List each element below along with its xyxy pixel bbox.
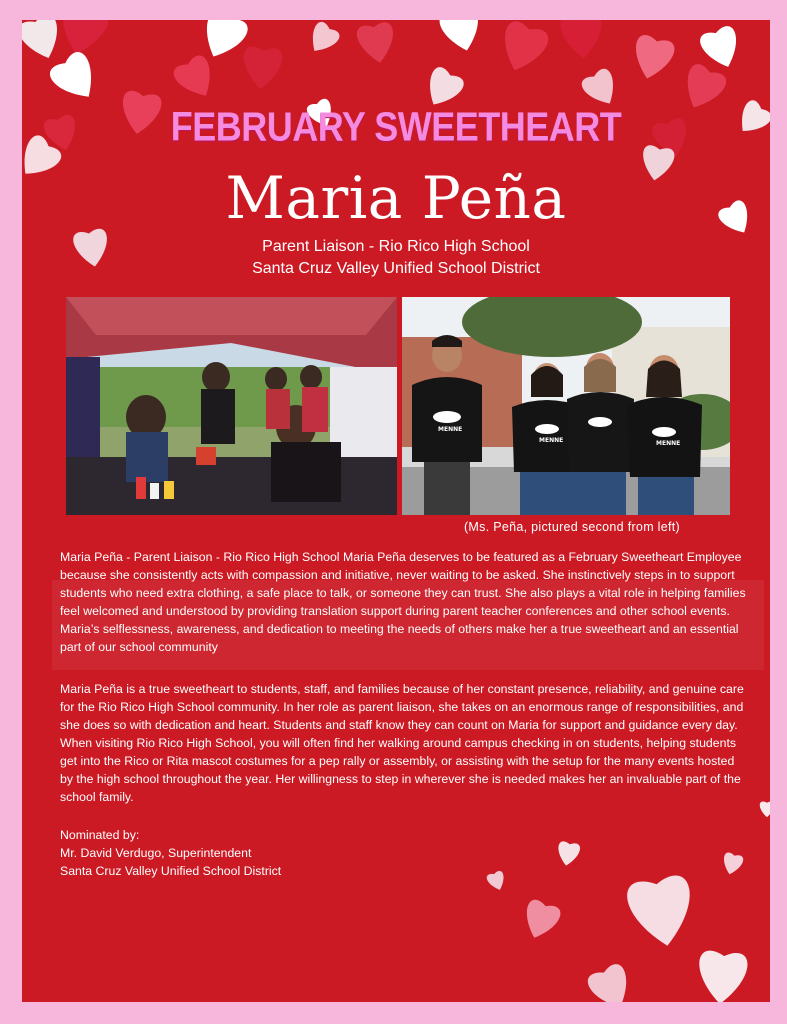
photo-caption: (Ms. Peña, pictured second from left) xyxy=(463,520,681,534)
honoree-district: Santa Cruz Valley Unified School District xyxy=(252,260,540,277)
shirt-logo-text: MENNE xyxy=(656,440,681,447)
staff-group-photo-illustration xyxy=(402,297,730,515)
heart-icon xyxy=(760,802,770,818)
award-kicker: FEBRUARY SWEETHEART xyxy=(170,103,622,150)
heart-icon xyxy=(22,20,67,65)
nominator-organization: Santa Cruz Valley Unified School District xyxy=(60,864,282,878)
heart-icon xyxy=(241,46,283,91)
shirt-logo-text: MENNE xyxy=(539,437,564,444)
event-photo xyxy=(66,297,397,515)
heart-icon xyxy=(171,53,222,105)
shirt-logo-text: MENNE xyxy=(438,426,463,433)
flyer-page xyxy=(22,20,770,1002)
heart-icon xyxy=(46,49,105,109)
nominated-by-label: Nominated by: xyxy=(60,828,140,842)
heart-icon xyxy=(438,20,486,56)
heart-icon xyxy=(518,898,562,944)
heart-icon xyxy=(625,873,698,951)
nomination-signature xyxy=(60,826,746,880)
nomination-paragraph-2: Maria Peña is a true sweetheart to students, staff, and families because of her constant presence, reliability, and genuine care for the Rio Rico High School community. In her role as parent liaison, she takes on an enormous range of responsibilities, and she does so with dedication and heart. Students and staff know they can count on Maria for support and guidance every day. When visiting Rio Rico High School, you will often find her walking around campus checking in on students, helping students get into the Rico or Rita mascot costumes for a pep rally or assembly, or assisting with the setup for the many events hosted by the high school throughout the year. Her willingness to step in wherever she is needed makes her an invaluable part of the school family. xyxy=(60,682,744,804)
nominator-name: Mr. David Verdugo, Superintendent xyxy=(60,846,252,860)
heart-icon xyxy=(356,21,398,66)
heart-icon xyxy=(698,24,745,73)
nomination-paragraph-1: Maria Peña - Parent Liaison - Rio Rico High School Maria Peña deserves to be featured as a February Sweetheart Employee because she consistently acts with compassion and initiative, never waiting to be asked. She instinctively steps in to support students who need extra clothing, a safe place to talk, or someone they can trust. She also plays a vital role in helping families feel welcomed and understood by providing translation support during parent teacher conferences and other school events. Maria’s selflessness, awareness, and dedication to meeting the needs of others make her a true sweetheart and an essential part of our school community xyxy=(60,550,746,654)
honoree-name: Maria Peña xyxy=(225,164,567,232)
staff-group-photo xyxy=(402,297,730,515)
heart-icon xyxy=(628,33,676,83)
heart-icon xyxy=(304,20,342,58)
event-photo-illustration xyxy=(66,297,397,515)
heart-icon xyxy=(560,20,605,60)
heart-icon xyxy=(494,20,551,78)
heart-icon xyxy=(696,950,749,1002)
honoree-role: Parent Liaison - Rio Rico High School xyxy=(262,238,530,255)
heart-icon xyxy=(585,961,638,1002)
